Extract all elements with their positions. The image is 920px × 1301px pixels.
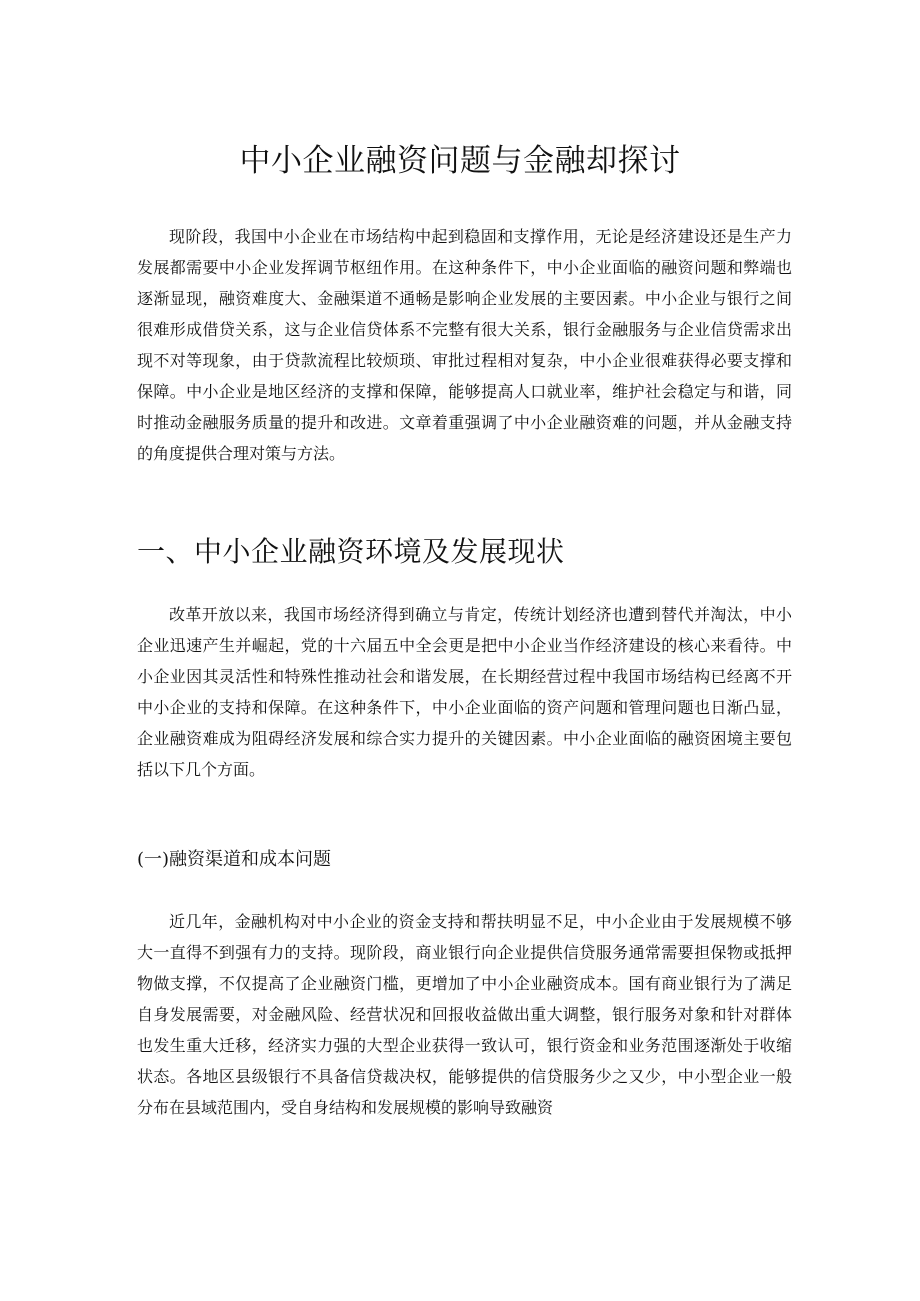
section-heading: 一、中小企业融资环境及发展现状 bbox=[137, 535, 565, 568]
intro-paragraph: 现阶段，我国中小企业在市场结构中起到稳固和支撑作用，无论是经济建设还是生产力发展都需要中小企业发挥调节枢纽作用。在这种条件下，中小企业面临的融资问题和弊端也逐渐显现，融资难度大、金融渠道不通畅是影响企业发展的主要因素。中小企业与银行之间很难形成借贷关系，这与企业信贷体系不完整有很大关系，银行金融服务与企业信贷需求出现不对等现象，由于贷款流程比较烦琐、审批过程相对复杂，中小企业很难获得必要支撑和保障。中小企业是地区经济的支撑和保障，能够提高人口就业率，维护社会稳定与和谐，同时推动金融服务质量的提升和改进。文章着重强调了中小企业融资难的问题，并从金融支持的角度提供合理对策与方法。 bbox=[137, 227, 792, 463]
subsection-heading: (一)融资渠道和成本问题 bbox=[137, 849, 332, 870]
subsection-paragraph: 近几年，金融机构对中小企业的资金支持和帮扶明显不足，中小企业由于发展规模不够大一直得不到强有力的支持。现阶段，商业银行向企业提供信贷服务通常需要担保物或抵押物做支撑，不仅提高了企业融资门槛，更增加了中小企业融资成本。国有商业银行为了满足自身发展需要，对金融风险、经营状况和回报收益做出重大调整，银行服务对象和针对群体也发生重大迁移，经济实力强的大型企业获得一致认可，银行资金和业务范围逐渐处于收缩状态。各地区县级银行不具备信贷裁决权，能够提供的信贷服务少之又少，中小型企业一般分布在县域范围内，受自身结构和发展规模的影响导致融资 bbox=[137, 912, 792, 1117]
document-title: 中小企业融资问题与金融却探讨 bbox=[239, 143, 681, 179]
section-paragraph: 改革开放以来，我国市场经济得到确立与肯定，传统计划经济也遭到替代并淘汰，中小企业迅速产生并崛起，党的十六届五中全会更是把中小企业当作经济建设的核心来看待。中小企业因其灵活性和特殊性推动社会和谐发展，在长期经营过程中我国市场结构已经离不开中小企业的支持和保障。在这种条件下，中小企业面临的资产问题和管理问题也日渐凸显，企业融资难成为阻碍经济发展和综合实力提升的关键因素。中小企业面临的融资困境主要包括以下几个方面。 bbox=[137, 605, 792, 779]
